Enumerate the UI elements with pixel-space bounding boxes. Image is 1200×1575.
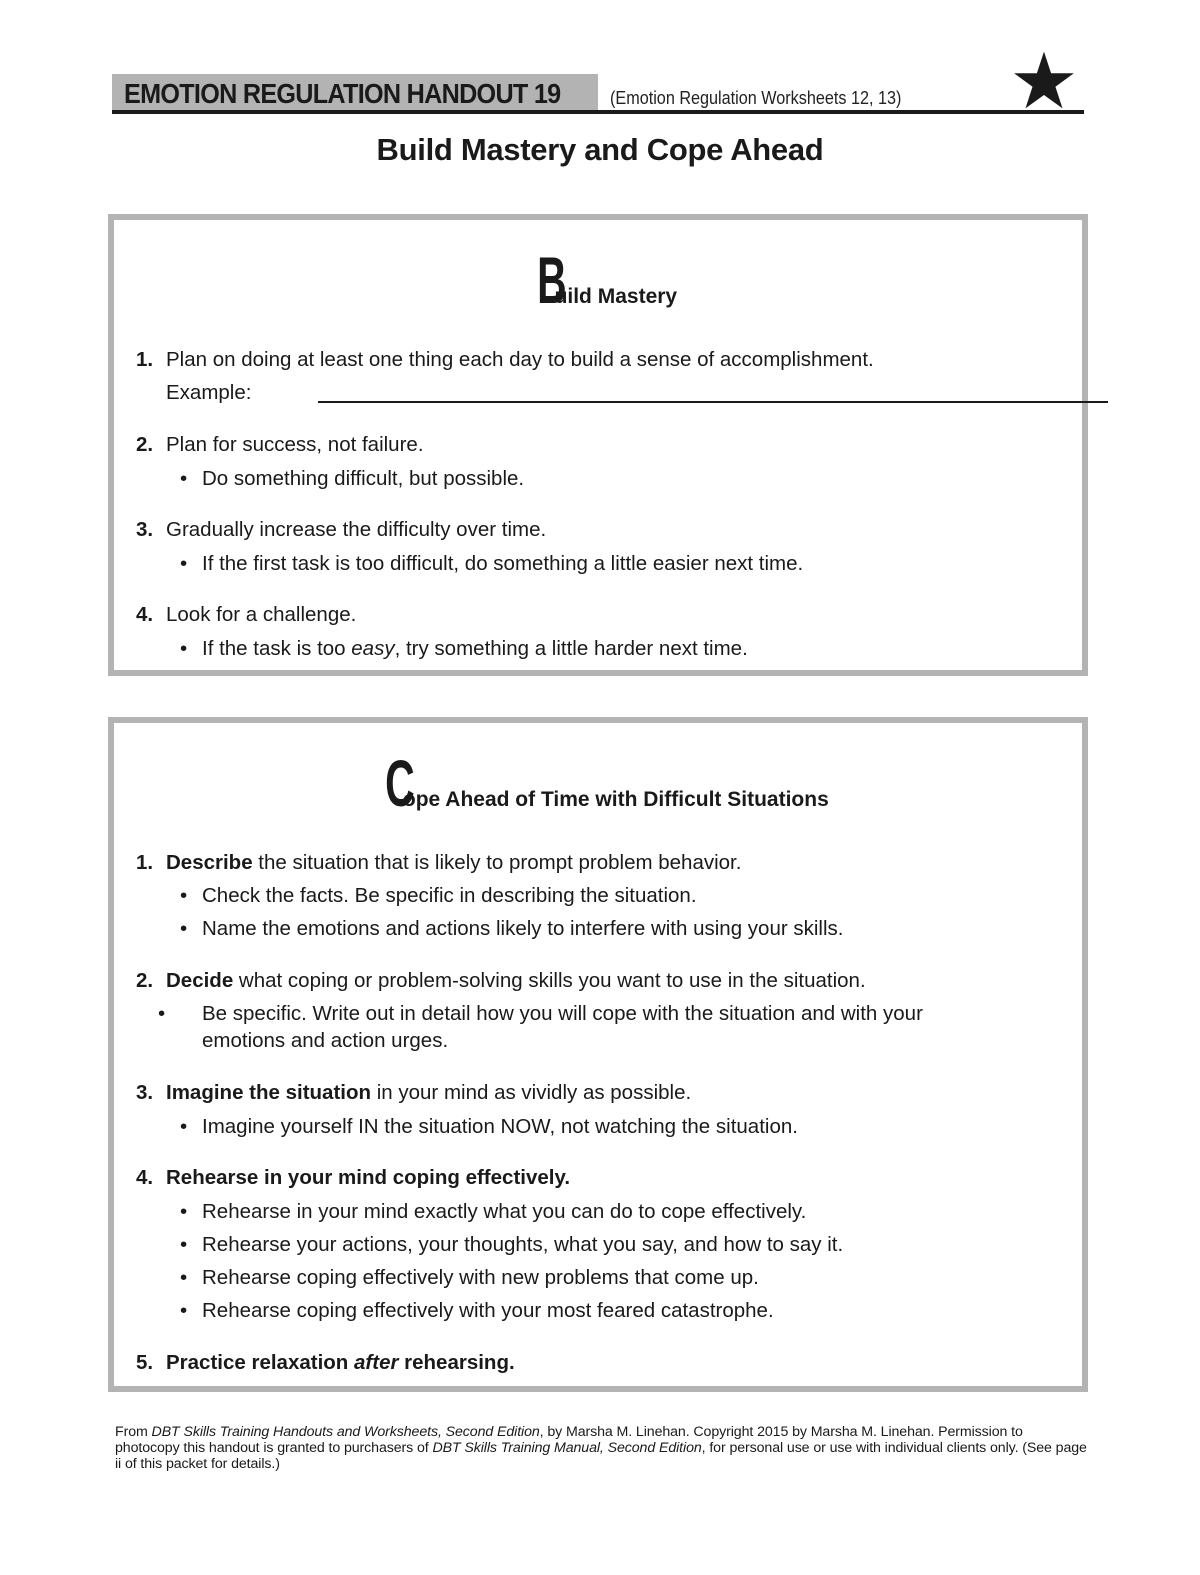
bullet-item: • Do something difficult, but possible.: [180, 467, 525, 490]
example-blank-line: [318, 401, 1108, 403]
list-item: 4. Look for a challenge.: [136, 603, 357, 626]
heading-rest: ope Ahead of Time with Difficult Situations: [402, 788, 829, 811]
heading-initial: B: [537, 243, 567, 317]
example-line: [166, 381, 251, 405]
bullet-item: • Rehearse coping effectively with your most feared catastrophe.: [180, 1299, 774, 1322]
worksheets-reference: (Emotion Regulation Worksheets 12, 13): [610, 88, 902, 108]
build-mastery-box: [108, 214, 1088, 676]
bullet-item: • Rehearse coping effectively with new problems that come up.: [180, 1266, 759, 1289]
copyright-footer: From DBT Skills Training Handouts and Worksheets, Second Edition, by Marsha M. Linehan. Copyright 2015 by Marsha M. Linehan. Permission to photocopy this handout is granted to purchasers of DBT Skills Training Manual, Second Edition, for personal use or use with individual clients only. (See page ii of this packet for details.): [115, 1424, 1087, 1472]
bullet-item: • Name the emotions and actions likely to interfere with using your skills.: [180, 917, 844, 940]
list-item: 3. Gradually increase the difficulty over time.: [136, 518, 547, 541]
bullet-item: • If the task is too easy, try something a little harder next time.: [180, 637, 748, 660]
list-item: 2. Decide what coping or problem-solving skills you want to use in the situation.: [136, 969, 866, 992]
bullet-item: • If the first task is too difficult, do something a little easier next time.: [180, 552, 804, 575]
heading-initial: C: [385, 746, 415, 820]
bullet-item: • Check the facts. Be specific in describing the situation.: [180, 884, 697, 907]
header-rule: [112, 110, 1084, 114]
bullet-item: • Imagine yourself IN the situation NOW, not watching the situation.: [180, 1115, 798, 1138]
list-item: 5. Practice relaxation after rehearsing.: [136, 1351, 515, 1374]
bullet-item: • Rehearse your actions, your thoughts, what you say, and how to say it.: [180, 1233, 844, 1256]
handout-label: EMOTION REGULATION HANDOUT 19: [124, 78, 561, 109]
cope-ahead-heading: [114, 746, 1082, 820]
heading-rest: uild Mastery: [554, 285, 678, 308]
bullet-item: • Rehearse in your mind exactly what you can do to cope effectively.: [180, 1200, 807, 1223]
list-item: 1. Plan on doing at least one thing each day to build a sense of accomplishment.: [136, 348, 874, 371]
list-item: 4. Rehearse in your mind coping effectively.: [136, 1166, 571, 1189]
list-item: 1. Describe the situation that is likely to prompt problem behavior.: [136, 851, 742, 874]
star-icon: ★: [1009, 37, 1079, 125]
example-label: Example:: [166, 381, 252, 404]
cope-ahead-box: [108, 717, 1088, 1392]
page-title: Build Mastery and Cope Ahead: [376, 132, 824, 167]
handout-header: [112, 37, 1084, 125]
build-mastery-heading: [114, 243, 1082, 317]
list-item: 2. Plan for success, not failure.: [136, 433, 424, 456]
list-item: 3. Imagine the situation in your mind as vividly as possible.: [136, 1081, 692, 1104]
bullet-item: • Be specific. Write out in detail how you will cope with the situation and with your emotions and action urges.: [158, 1002, 923, 1052]
